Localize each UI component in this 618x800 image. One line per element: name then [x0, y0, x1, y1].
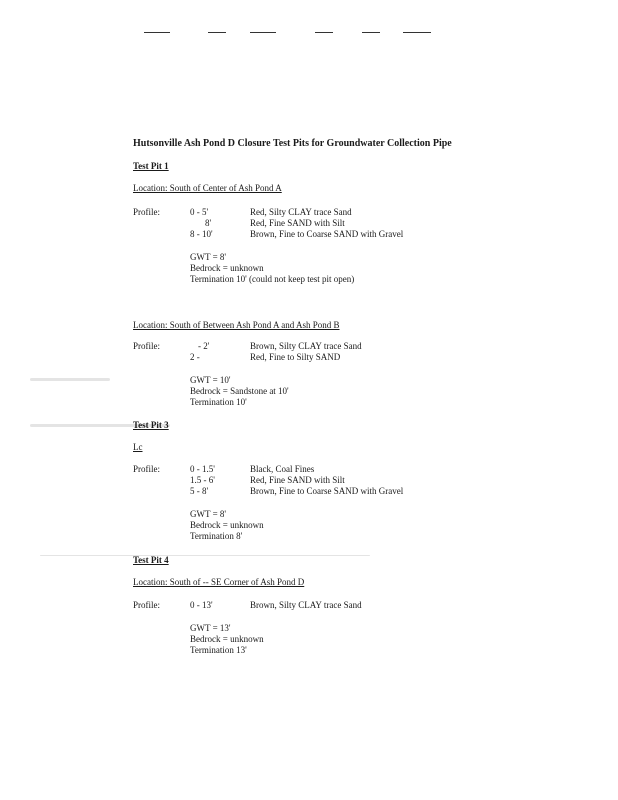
pit-location: Location: South of Between Ash Pond A and Ash Pond B: [133, 320, 340, 330]
termination: Termination 8': [190, 531, 243, 541]
header-mark: [208, 32, 226, 33]
gwt: GWT = 10': [190, 375, 231, 385]
gwt: GWT = 13': [190, 623, 231, 633]
layer-desc: Red, Silty CLAY trace Sand: [250, 207, 352, 217]
page-title: Hutsonville Ash Pond D Closure Test Pits for Groundwater Collection Pipe: [133, 138, 452, 149]
termination: Termination 13': [190, 645, 247, 655]
layer-desc: Brown, Fine to Coarse SAND with Gravel: [250, 486, 404, 496]
bedrock: Bedrock = unknown: [190, 634, 264, 644]
layer-desc: Red, Fine SAND with Silt: [250, 475, 345, 485]
scan-smudge: [30, 378, 110, 381]
layer-depth: 0 - 1.5': [190, 464, 215, 474]
layer-desc: Brown, Silty CLAY trace Sand: [250, 341, 362, 351]
layer-depth: 2 -: [190, 352, 200, 362]
header-mark: [144, 32, 170, 33]
layer-depth: 0 - 5': [190, 207, 209, 217]
header-mark: [403, 32, 431, 33]
layer-depth: 1.5 - 6': [190, 475, 215, 485]
pit-heading: Test Pit 1: [133, 161, 169, 171]
layer-desc: Red, Fine to Silty SAND: [250, 352, 341, 362]
termination: Termination 10': [190, 397, 247, 407]
layer-desc: Brown, Fine to Coarse SAND with Gravel: [250, 229, 404, 239]
scan-smudge: [40, 555, 370, 556]
bedrock: Bedrock = unknown: [190, 263, 264, 273]
header-mark: [362, 32, 380, 33]
layer-depth: 8': [205, 218, 212, 228]
layer-depth: 8 - 10': [190, 229, 213, 239]
header-mark: [250, 32, 276, 33]
termination: Termination 10' (could not keep test pit open): [190, 274, 355, 284]
profile-label: Profile:: [133, 341, 160, 351]
pit-location: Location: South of -- SE Corner of Ash Pond D: [133, 577, 305, 587]
profile-label: Profile:: [133, 600, 160, 610]
layer-depth: 0 - 13': [190, 600, 213, 610]
bedrock: Bedrock = unknown: [190, 520, 264, 530]
profile-label: Profile:: [133, 464, 160, 474]
pit-location: Lc: [133, 442, 143, 452]
profile-label: Profile:: [133, 207, 160, 217]
pit-heading: Test Pit 4: [133, 555, 169, 565]
pit-location: Location: South of Center of Ash Pond A: [133, 183, 282, 193]
layer-desc: Brown, Silty CLAY trace Sand: [250, 600, 362, 610]
layer-desc: Red, Fine SAND with Silt: [250, 218, 345, 228]
layer-desc: Black, Coal Fines: [250, 464, 315, 474]
layer-depth: 5 - 8': [190, 486, 209, 496]
gwt: GWT = 8': [190, 509, 227, 519]
bedrock: Bedrock = Sandstone at 10': [190, 386, 289, 396]
layer-depth: - 2': [198, 341, 210, 351]
header-mark: [315, 32, 333, 33]
gwt: GWT = 8': [190, 252, 227, 262]
pit-heading: Test Pit 3: [133, 420, 169, 430]
